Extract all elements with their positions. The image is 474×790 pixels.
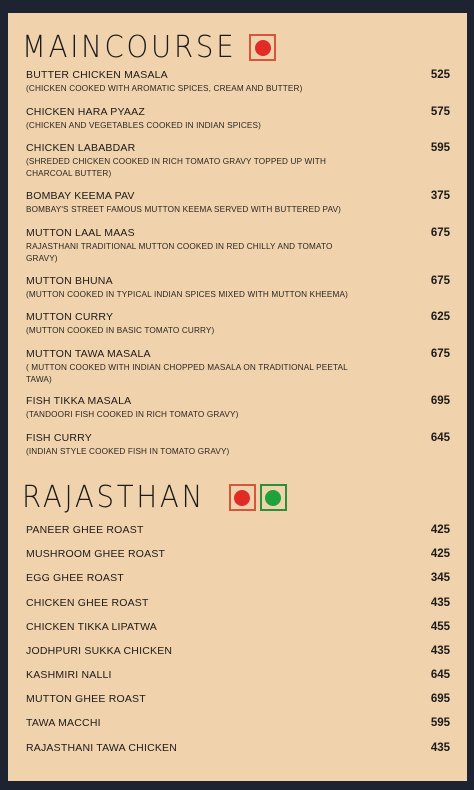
item-name: CHICKEN GHEE ROAST: [26, 597, 149, 609]
section-title: RAJASTHAN: [22, 480, 205, 515]
menu-item: [26, 524, 450, 537]
section-heading-maincourse: [22, 30, 276, 65]
menu-page: [8, 13, 467, 781]
menu-item: [26, 621, 450, 634]
item-name: MUTTON GHEE ROAST: [26, 693, 146, 705]
item-description: (SHREDED CHICKEN COOKED IN RICH TOMATO GRAVY TOPPED UP WITH CHARCOAL BUTTER): [26, 157, 327, 178]
menu-item: [26, 275, 450, 301]
item-name: EGG GHEE ROAST: [26, 572, 124, 584]
item-name: MUTTON CURRY: [26, 311, 114, 323]
item-name: MUTTON BHUNA: [26, 275, 113, 287]
item-description: ( MUTTON COOKED WITH INDIAN CHOPPED MASALA ON TRADITIONAL PEETAL TAWA): [26, 363, 348, 384]
item-price: 645: [430, 432, 450, 444]
menu-item: [26, 395, 450, 421]
menu-item: [26, 548, 450, 561]
section-heading-rajasthan: [22, 480, 287, 515]
item-price: 425: [430, 548, 450, 560]
menu-item: [26, 348, 450, 385]
veg-icon: [260, 484, 287, 511]
item-price: 345: [430, 572, 450, 584]
item-description: RAJASTHANI TRADITIONAL MUTTON COOKED IN RED CHILLY AND TOMATO GRAVY): [26, 242, 333, 263]
item-name: MUTTON LAAL MAAS: [26, 227, 135, 239]
item-name: CHICKEN LABABDAR: [26, 142, 136, 154]
item-price: 625: [430, 311, 450, 323]
item-name: CHICKEN HARA PYAAZ: [26, 106, 145, 118]
menu-item: [26, 717, 450, 730]
non-veg-icon: [229, 484, 256, 511]
item-name: RAJASTHANI TAWA CHICKEN: [26, 742, 178, 754]
item-price: 645: [430, 669, 450, 681]
menu-item: [26, 69, 450, 95]
item-price: 695: [430, 693, 450, 705]
item-price: 575: [430, 106, 450, 118]
item-name: TAWA MACCHI: [26, 717, 101, 729]
item-price: 595: [430, 142, 450, 154]
item-name: BUTTER CHICKEN MASALA: [26, 69, 168, 81]
menu-item: [26, 645, 450, 658]
item-name: CHICKEN TIKKA LIPATWA: [26, 621, 158, 633]
item-description: (CHICKEN AND VEGETABLES COOKED IN INDIAN SPICES): [26, 121, 261, 130]
menu-item: [26, 669, 450, 682]
item-price: 525: [430, 69, 450, 81]
item-description: (MUTTON COOKED IN TYPICAL INDIAN SPICES MIXED WITH MUTTON KHEEMA): [26, 290, 348, 299]
menu-item: [26, 742, 450, 755]
menu-item: [26, 311, 450, 337]
menu-item: [26, 142, 450, 179]
item-description: (TANDOORI FISH COOKED IN RICH TOMATO GRAVY): [26, 410, 239, 419]
item-description: (CHICKEN COOKED WITH AROMATIC SPICES, CREAM AND BUTTER): [26, 84, 303, 93]
item-price: 695: [430, 395, 450, 407]
item-price: 435: [430, 597, 450, 609]
item-price: 675: [430, 275, 450, 287]
item-name: KASHMIRI NALLI: [26, 669, 112, 681]
menu-item: [26, 432, 450, 458]
menu-item: [26, 693, 450, 706]
item-price: 675: [430, 348, 450, 360]
item-name: MUSHROOM GHEE ROAST: [26, 548, 166, 560]
item-price: 675: [430, 227, 450, 239]
item-description: (INDIAN STYLE COOKED FISH IN TOMATO GRAVY): [26, 447, 230, 456]
item-price: 455: [430, 621, 450, 633]
item-description: (MUTTON COOKED IN BASIC TOMATO CURRY): [26, 326, 215, 335]
section-title: MAINCOURSE: [22, 30, 237, 65]
item-name: BOMBAY KEEMA PAV: [26, 190, 135, 202]
item-price: 435: [430, 742, 450, 754]
item-description: BOMBAY'S STREET FAMOUS MUTTON KEEMA SERVED WITH BUTTERED PAV): [26, 205, 342, 214]
item-name: FISH CURRY: [26, 432, 92, 444]
item-name: FISH TIKKA MASALA: [26, 395, 132, 407]
menu-item: [26, 227, 450, 264]
item-price: 435: [430, 645, 450, 657]
menu-item: [26, 597, 450, 610]
item-price: 375: [430, 190, 450, 202]
item-name: JODHPURI SUKKA CHICKEN: [26, 645, 173, 657]
item-name: MUTTON TAWA MASALA: [26, 348, 151, 360]
menu-item: [26, 190, 450, 216]
item-price: 425: [430, 524, 450, 536]
item-name: PANEER GHEE ROAST: [26, 524, 144, 536]
non-veg-icon: [249, 34, 276, 61]
menu-item: [26, 572, 450, 585]
menu-item: [26, 106, 450, 132]
item-price: 595: [430, 717, 450, 729]
